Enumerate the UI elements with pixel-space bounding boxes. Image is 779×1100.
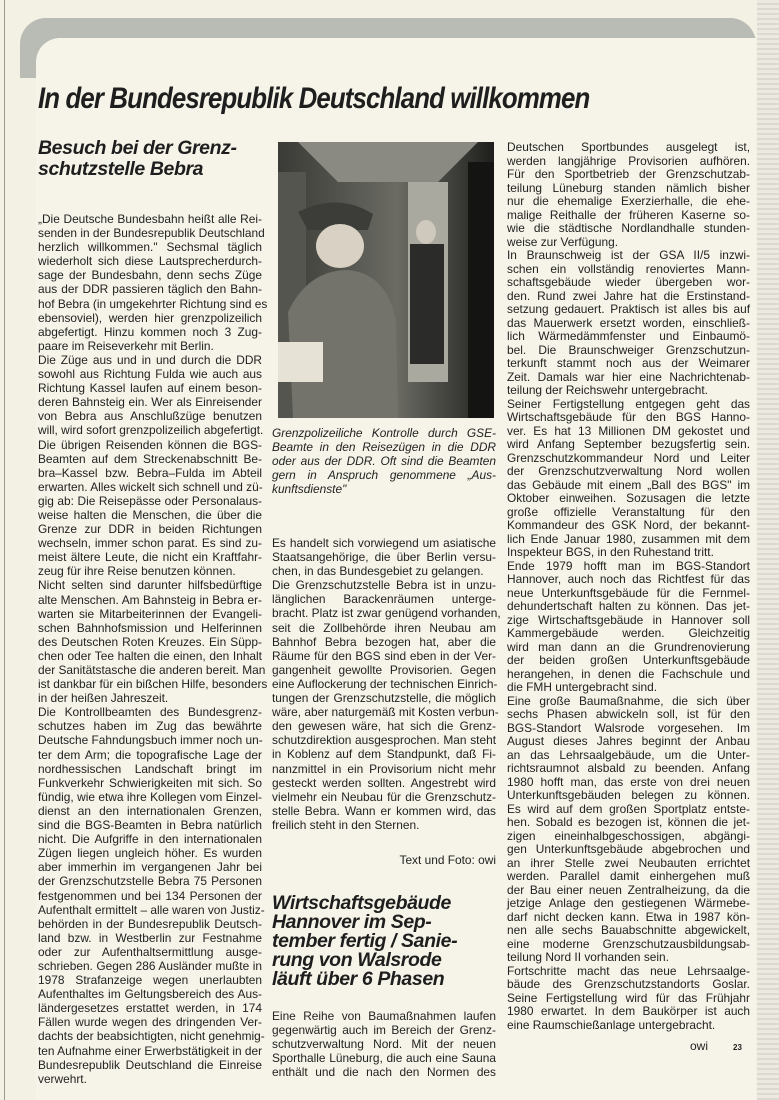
text-line: oder zur Aufenthaltsermittlung ausge- xyxy=(38,944,262,959)
text-line: Zeit. Damals war hier eine Nachrichtenab- xyxy=(507,369,750,384)
text-line: sind die BGS-Beamten in Bebra natürlich xyxy=(38,818,262,833)
middle-column-article2 xyxy=(272,1009,496,1079)
text-line: gesteckt werden sollten. Angestrebt wird xyxy=(272,775,496,790)
text-line: nen alle sechs Bauabschnitte abgewickelt, xyxy=(507,923,750,937)
text-line: aus der DDR passieren täglich den Bahn- xyxy=(38,282,262,297)
heading-line: Wirtschaftsgebäude xyxy=(272,892,451,914)
text-line: Beamten auf dem Streckenabschnitt Be- xyxy=(38,451,262,466)
text-line: wiederholt sich diese Lautsprecherdurch- xyxy=(38,254,262,269)
text-line: Fortschritte macht das neue Lehrsaalge- xyxy=(507,963,750,978)
text-line: Aufenthaltes im Geltungsbereich des Aus- xyxy=(38,987,262,1002)
text-line: Nicht selten sind darunter hilfsbedürftige xyxy=(38,578,262,593)
text-line: wie die städtische Nordlandhalle stunden- xyxy=(507,221,750,235)
text-line: In Braunschweig ist der GSA II/5 inzwi- xyxy=(507,248,750,262)
caption-line: kunftsdienste" xyxy=(272,482,347,497)
text-line: senden in der Bundesrepublik Deutschland xyxy=(38,226,265,241)
photo-image xyxy=(278,142,494,418)
text-line: deren Bahnsteig ein. Wer als Einreisender xyxy=(38,395,262,410)
text-line: eine moderne Grenzschutzausbildungsab- xyxy=(507,936,750,951)
text-line: 1980 hofft man, das erste von drei neuen xyxy=(507,774,750,789)
right-column xyxy=(507,141,750,1032)
paragraph xyxy=(38,212,268,353)
page-title: In der Bundesrepublik Deutschland willkommen xyxy=(38,82,590,115)
paragraph xyxy=(507,965,750,1033)
left-column xyxy=(38,212,268,1086)
page-number: 23 xyxy=(733,1043,742,1052)
text-line: Unterkunftsgebäuden belegen zu können. xyxy=(507,788,750,802)
text-line: Wirtschaftsgebäude für den BGS Hanno- xyxy=(507,410,750,424)
text-line: in Koblenz auf dem Standpunkt, daß Fi- xyxy=(272,747,496,762)
text-line: bel. Die Braunschweiger Grenzschutzun- xyxy=(507,342,750,357)
text-line: der Grenzschutzverwaltung Nord wollen xyxy=(507,464,750,478)
text-line: warten sie Mitarbeiterinnen der Evangeli- xyxy=(38,606,262,621)
text-line: stelle Bebra. Wann er kommen wird, das xyxy=(272,803,496,818)
text-line: schutzdirektion ausgesprochen. Man steht xyxy=(272,733,496,748)
text-line: länglichen Barackenräumen unterge- xyxy=(272,592,496,607)
text-line: ter dem Arm; die topografische Lage der xyxy=(38,747,262,762)
text-line: Deutschen Sportbundes ausgelegt ist, xyxy=(507,140,750,154)
text-line: weise zur Verfügung. xyxy=(507,234,619,249)
text-line: „Die Deutsche Bundesbahn heißt alle Rei- xyxy=(38,212,262,226)
heading-line: Hannover im Sep- xyxy=(272,911,432,933)
text-line: der beiden großen Unterkunftsgebäude xyxy=(507,653,750,667)
text-line: dienst an den internationalen Grenzen, xyxy=(38,803,262,818)
text-line: zige Wirtschaftsgebäude in Hannover soll xyxy=(507,612,750,627)
text-line: in der heißen Jahreszeit. xyxy=(38,691,169,706)
text-line: teilung der Reichswehr untergebracht. xyxy=(507,383,708,397)
paragraph xyxy=(38,578,268,706)
text-line: der Bau einer neuen Zentralheizung, da die xyxy=(507,882,750,897)
text-line: abgefertigt. Hinzu kommen noch 3 Zug- xyxy=(38,324,262,339)
paragraph xyxy=(507,141,750,249)
text-line: teilung Nord II vorhanden sein. xyxy=(507,950,669,964)
text-line: freilich steht in den Sternen. xyxy=(272,817,420,832)
heading-line: Besuch bei der Grenz- xyxy=(38,137,237,159)
text-line: Die übrigen Reisenden können die BGS- xyxy=(38,437,262,452)
text-line: chen oder Tee halten die einen, den Inhalt xyxy=(38,648,262,663)
text-line: Deutsche Fahndungsbuch immer noch un- xyxy=(38,733,263,748)
text-line: gangenheit gewollte Provisorien. Gegen xyxy=(272,662,496,677)
photo-border-control xyxy=(278,142,494,418)
text-line: enthält und die nach den Normen des xyxy=(272,1065,496,1080)
text-line: 1980 erwartet. In dem Baukörper ist auch xyxy=(507,1004,750,1018)
heading-line: rung von Walsrode xyxy=(272,949,442,971)
text-line: Grenze zur DDR in beiden Richtungen xyxy=(38,522,262,537)
text-line: herzlich willkommen." Sechsmal täglich xyxy=(38,240,262,255)
text-line: gen Unterkunftsgebäude abgebrochen und xyxy=(507,842,750,856)
text-line: paare im Reiseverkehr mit Berlin. xyxy=(38,338,214,353)
text-line: land bzw. in Westberlin zur Festnahme xyxy=(38,930,262,945)
text-line: alte Menschen. Am Bahnsteig in Bebra er- xyxy=(38,592,262,607)
text-line: Inspekteur BGS, in den Ruhestand tritt. xyxy=(507,545,714,559)
caption-line: Beamte in den Reisezügen in die DDR xyxy=(272,440,496,455)
article1-heading xyxy=(38,138,237,180)
text-line: August dieses Jahres beginnt der Anbau xyxy=(507,734,750,748)
text-line: lich Wärmedämmfenster und Einbaumö- xyxy=(507,329,750,343)
paragraph xyxy=(507,695,750,965)
paragraph xyxy=(272,578,501,832)
paragraph xyxy=(272,1009,496,1079)
text-line: von Bebra aus Anschlußzüge benutzen xyxy=(38,409,262,424)
text-line: setzung gedauert. Praktisch ist alles bis auf xyxy=(507,302,750,316)
caption-line: gern in Anspruch genommene „Aus- xyxy=(272,468,496,483)
text-line: Oktober einweihen. Sozusagen die letzte xyxy=(507,491,750,505)
text-line: weise halten die Menschen, die über die xyxy=(38,507,262,522)
text-line: hof Bebra (in umgekehrter Richtung sind es xyxy=(38,296,268,311)
text-line: fündig, wie etwa ihre Kollegen vom Einzel- xyxy=(38,789,262,804)
text-line: Aufenthalt ermittelt – alle waren von Justiz- xyxy=(38,902,265,917)
text-line: hen. Sobald es bezogen ist, können die jet- xyxy=(507,815,750,829)
paragraph xyxy=(507,249,750,398)
text-line: ver. Es hat 13 Millionen DM gekostet und xyxy=(507,423,750,438)
caption-line: oder aus der DDR. Oft sind die Beamten xyxy=(272,454,496,469)
page-edge xyxy=(4,0,5,1100)
text-line: Richtung Kassel laufen auf einem beson- xyxy=(38,381,262,396)
text-line: die FMH untergebracht sind. xyxy=(507,680,658,694)
text-line: nanzmittel in ein Provisorium nicht mehr xyxy=(272,761,496,776)
adjacent-page-edge xyxy=(757,0,779,1100)
text-line: sechs Phasen abwickeln soll, ist für den xyxy=(507,707,750,721)
text-line: das Mauerwerk ersetzt worden, einschließ- xyxy=(507,315,750,330)
text-line: der Grenzschutzstelle Bebra 75 Personen xyxy=(38,874,262,889)
text-line: des Deutschen Roten Kreuzes. Ein Süpp- xyxy=(38,634,262,649)
text-line: Funkverkehr Schwierigkeiten mit sich. So xyxy=(38,775,262,790)
text-line: 1978 Strafanzeige wegen unerlaubten xyxy=(38,973,262,988)
text-line: herangehen, in denen die Fachschule und xyxy=(507,666,750,681)
text-line: Ende 1979 hofft man im BGS-Standort xyxy=(507,558,750,573)
text-line: Staatsangehörige, die über Berlin versu- xyxy=(272,550,496,565)
paragraph xyxy=(507,398,750,560)
text-line: an ihrer Stelle zwei Neubauten errichtet xyxy=(507,855,750,870)
photo-credit: Text und Foto: owi xyxy=(399,853,496,867)
text-line: schutzverwaltung Nord. Mit der neuen xyxy=(272,1037,496,1052)
text-line: Kommandeur des GSK Nord, der bekannt- xyxy=(507,518,750,532)
text-line: terkunft stammt noch aus der Weimarer xyxy=(507,356,750,370)
text-line: schaftsgebäude wieder übergeben wor- xyxy=(507,275,750,289)
text-line: der Sanitätstasche die anderen bereit. Man xyxy=(38,663,266,677)
text-line: Eine große Baumaßnahme, die sich über xyxy=(507,693,750,708)
text-line: schrieben. Gegen 286 Ausländer mußte in xyxy=(38,958,262,973)
text-line: ten Aufnahme einer Erwerbstätigkeit in der xyxy=(38,1043,263,1058)
text-line: meist ältere Leute, die nicht ein Kraftfahr- xyxy=(38,550,262,565)
text-line: Eine Reihe von Baumaßnahmen laufen xyxy=(272,1009,496,1023)
text-line: große offizielle Veranstaltung für den xyxy=(507,504,750,519)
text-line: nordhessischen Landschaft bringt im xyxy=(38,761,262,776)
text-line: richtsraumnot alsbald zu beenden. Anfang xyxy=(507,761,750,775)
text-line: ländergesetzes erstattet werden, in 174 xyxy=(38,1001,262,1016)
text-line: bracht. Platz ist zwar genügend vorhanden, xyxy=(272,606,501,621)
text-line: Es handelt sich vorwiegend um asiatische xyxy=(272,536,496,550)
text-line: den. Rund zwei Jahre hat die Erstinstand- xyxy=(507,288,750,303)
text-line: eine Raumschießanlage untergebracht. xyxy=(507,1017,716,1032)
text-line: vielmehr ein Neubau für die Grenzschutz- xyxy=(272,789,496,804)
text-line: Hannover, auch noch das Richtfest für das xyxy=(507,572,750,586)
text-line: BGS-Standort Walsrode vorgesehen. Im xyxy=(507,720,750,735)
text-line: Bahnhof Bebra bezogen hat, aber die xyxy=(272,634,496,649)
paragraph xyxy=(38,705,265,1086)
text-line: bäude des Grenzschutzstandorts Goslar. xyxy=(507,977,750,991)
text-line: wechseln, immer schon parat. Es sind zu- xyxy=(38,536,262,551)
text-line: Zügen liegen ungleich höher. Es wurden xyxy=(38,846,262,861)
text-line: werden. Parallel damit einhergehen muß xyxy=(507,869,750,883)
text-line: sowohl aus Richtung Fulda wie auch aus xyxy=(38,367,262,382)
text-line: schen Bahnhofsmission und Helferinnen xyxy=(38,620,262,635)
text-line: Die Züge aus und in und durch die DDR xyxy=(38,352,262,367)
text-line: nicht. Die Aufgriffe in den internationalen xyxy=(38,832,262,847)
text-line: nur die ehemalige Exerzierhalle, die ehe- xyxy=(507,194,750,208)
author-signature: owi xyxy=(690,1039,709,1053)
text-line: an das Lehrsaalgebäude, um die Unter- xyxy=(507,747,750,762)
text-line: Seine Fertigstellung wird für das Frühjahr xyxy=(507,990,750,1005)
text-line: eine Auflockerung der technischen Einrich- xyxy=(272,676,498,691)
caption-line: Grenzpolizeiliche Kontrolle durch GSE- xyxy=(272,426,496,440)
paragraph xyxy=(272,536,496,578)
heading-line: schutzstelle Bebra xyxy=(38,158,204,180)
text-line: ist dankbar für ein bißchen Hilfe, besonders xyxy=(38,677,268,692)
text-line: Für den Sportbetrieb der Grenzschutzab- xyxy=(507,167,750,181)
text-line: schutzes haben im Zug das bewährte xyxy=(38,719,262,734)
text-line: sage der Bundesbahn, denn sechs Züge xyxy=(38,268,262,283)
text-line: behörden in der Bundesrepublik Deutsch- xyxy=(38,916,262,931)
text-line: dachts der beabsichtigten, nicht genehmig- xyxy=(38,1029,265,1044)
paragraph xyxy=(507,560,750,695)
middle-column-article1 xyxy=(272,536,501,832)
text-line: bra–Kassel bzw. Bebra–Fulda im Abteil xyxy=(38,465,262,480)
text-line: neue Unterkunftsgebäude für die Fernmel- xyxy=(507,585,750,600)
text-line: Sporthalle Lüneburg, die auch eine Sauna xyxy=(272,1051,496,1066)
text-line: seit die Zollbehörde ihren Neubau am xyxy=(272,620,496,635)
text-line: tungen der Grenzschutzstelle, die möglich xyxy=(272,691,496,706)
photo-caption xyxy=(272,426,496,496)
text-line: zigen eineinhalbgeschossigen, abgängi- xyxy=(507,828,750,843)
text-line: schen ein vollständig renoviertes Mann- xyxy=(507,261,750,276)
text-line: Die Kontrollbeamten des Bundesgrenz- xyxy=(38,705,262,720)
heading-line: tember fertig / Sanie- xyxy=(272,930,458,952)
text-line: aber immerhin im vergangenen Jahr bei xyxy=(38,860,262,875)
text-line: jetzige Anlage den gestiegenen Wärmebe- xyxy=(507,896,750,910)
article2-heading xyxy=(272,894,457,989)
text-line: Die Grenzschutzstelle Bebra ist in unzu- xyxy=(272,578,496,593)
text-line: ebensoviel), werden hier grenzpolizeilich xyxy=(38,310,262,325)
text-line: wäre, aber naturgemäß mit Kosten verbun- xyxy=(272,705,499,720)
text-line: werden langjährige Provisorien aufhören. xyxy=(507,153,750,168)
text-line: malige Reithalle der früheren Kaserne so- xyxy=(507,207,750,222)
text-line: darf nicht decken kann. Etwa in 1987 kön- xyxy=(507,909,750,924)
text-line: den gewesen wäre, hat sich die Grenz- xyxy=(272,719,496,734)
text-line: teilung Lüneburg standen nämlich bisher xyxy=(507,180,750,195)
text-line: Kammergebäude werden. Gleichzeitig xyxy=(507,626,750,640)
text-line: Räume für den BGS sind eben in der Ver- xyxy=(272,648,496,663)
text-line: wird man dann an die Grundrenovierung xyxy=(507,639,750,654)
text-line: Seiner Fertigstellung entgegen geht das xyxy=(507,396,750,411)
text-line: lich Ende Januar 1980, zusammen mit dem xyxy=(507,531,750,546)
text-line: Es wird auf dem großen Sportplatz entste- xyxy=(507,801,750,816)
text-line: gig ab: Die Reisepässe oder Personalaus- xyxy=(38,493,262,508)
text-line: zeug für ihre Reise benutzen können. xyxy=(38,564,236,579)
text-line: will, wird sofort grenzpolizeilich abgefertigt. xyxy=(38,423,264,438)
text-line: Bundesrepublik Deutschland die Einreise xyxy=(38,1057,262,1072)
text-line: erwarten. Alles wickelt sich schnell und zü- xyxy=(38,479,263,494)
text-line: verwehrt. xyxy=(38,1071,87,1086)
text-line: das Gebäude mit einem „Ball des BGS" im xyxy=(507,477,750,492)
paragraph xyxy=(38,353,262,579)
text-line: dehundertschaft halten zu können. Das jet- xyxy=(507,599,750,613)
text-line: festgenommen und bei 134 Personen der xyxy=(38,888,262,903)
text-line: Grenzschutzkommandeur Nord und Leiter xyxy=(507,450,750,465)
heading-line: läuft über 6 Phasen xyxy=(272,968,445,990)
text-line: gegenwärtig auch im Bereich der Grenz- xyxy=(272,1023,496,1038)
text-line: wird Anfang September bezugsfertig sein. xyxy=(507,437,750,451)
text-line: Fällen wurde wegen des dringenden Ver- xyxy=(38,1015,262,1030)
text-line: chen, in das Bundesgebiet zu gelangen. xyxy=(272,564,484,579)
